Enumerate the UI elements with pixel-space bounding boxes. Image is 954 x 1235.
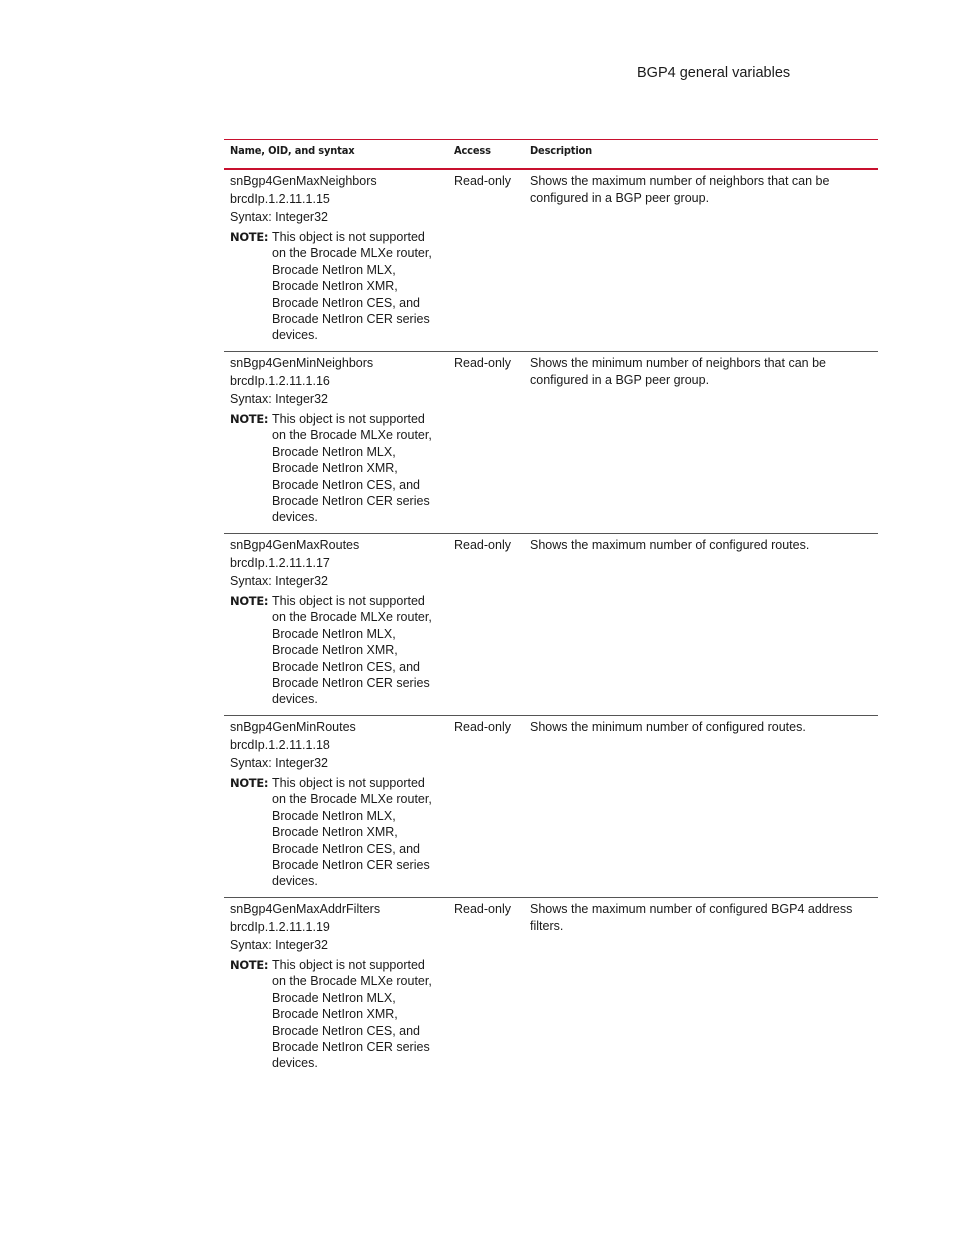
description-cell: Shows the maximum number of neighbors that can be configured in a BGP peer group. [524,169,878,352]
name-cell [224,716,448,898]
object-syntax: Syntax: Integer32 [230,392,328,406]
object-oid: brcdIp.1.2.11.1.18 [230,738,330,752]
access-cell: Read-only [448,169,524,352]
table-row [224,352,878,534]
name-cell [224,169,448,352]
object-name: snBgp4GenMaxRoutes [230,538,360,552]
description-cell: Shows the maximum number of configured routes. [524,534,878,716]
note-label: NOTE: [230,230,269,244]
note [230,957,442,1072]
object-oid: brcdIp.1.2.11.1.19 [230,920,330,934]
object-oid: brcdIp.1.2.11.1.17 [230,556,330,570]
table-row [224,716,878,898]
object-name: snBgp4GenMaxNeighbors [230,174,377,188]
section-title: BGP4 general variables [637,65,791,81]
table-header-row [224,140,878,170]
access-cell: Read-only [454,902,511,916]
column-header-description: Description [524,140,878,170]
note-text: This object is not supported on the Brocade MLXe router, Brocade NetIron MLX, Brocade NetIron XMR, Brocade NetIron CES, and Brocade NetIron CER series devices. [272,412,432,525]
description-cell: Shows the minimum number of neighbors that can be configured in a BGP peer group. [524,352,878,534]
column-header-name: Name, OID, and syntax [224,140,448,170]
description-cell: Shows the maximum number of configured BGP4 address filters. [530,902,853,933]
note-label: NOTE: [230,958,269,972]
note-text: This object is not supported on the Brocade MLXe router, Brocade NetIron MLX, Brocade NetIron XMR, Brocade NetIron CES, and Brocade NetIron CER series devices. [272,958,432,1071]
note [230,411,442,526]
name-cell [224,898,448,1080]
note [230,593,442,708]
note-label: NOTE: [230,776,269,790]
column-header-access: Access [448,140,524,170]
object-name: snBgp4GenMinRoutes [230,720,356,734]
object-name: snBgp4GenMinNeighbors [230,356,374,370]
note [230,229,442,344]
object-syntax: Syntax: Integer32 [230,210,328,224]
object-syntax: Syntax: Integer32 [230,574,328,588]
note-text: This object is not supported on the Brocade MLXe router, Brocade NetIron MLX, Brocade NetIron XMR, Brocade NetIron CES, and Brocade NetIron CER series devices. [272,776,432,889]
access-cell: Read-only [448,534,524,716]
table-row [224,169,878,352]
note-text: This object is not supported on the Brocade MLXe router, Brocade NetIron MLX, Brocade NetIron XMR, Brocade NetIron CES, and Brocade NetIron CER series devices. [272,230,432,343]
object-name: snBgp4GenMaxAddrFilters [230,902,381,916]
access-cell: Read-only [448,352,524,534]
object-oid: brcdIp.1.2.11.1.16 [230,374,330,388]
description-cell: Shows the minimum number of configured routes. [524,716,878,898]
name-cell [224,534,448,716]
table-row [224,898,878,1080]
object-syntax: Syntax: Integer32 [230,938,328,952]
bgp4-variables-table [224,139,878,1079]
note-label: NOTE: [230,594,269,608]
object-syntax: Syntax: Integer32 [230,756,328,770]
table-row [224,534,878,716]
note-label: NOTE: [230,412,269,426]
note [230,775,442,890]
object-oid: brcdIp.1.2.11.1.15 [230,192,330,206]
note-text: This object is not supported on the Brocade MLXe router, Brocade NetIron MLX, Brocade NetIron XMR, Brocade NetIron CES, and Brocade NetIron CER series devices. [272,594,432,707]
name-cell [224,352,448,534]
access-cell: Read-only [448,716,524,898]
